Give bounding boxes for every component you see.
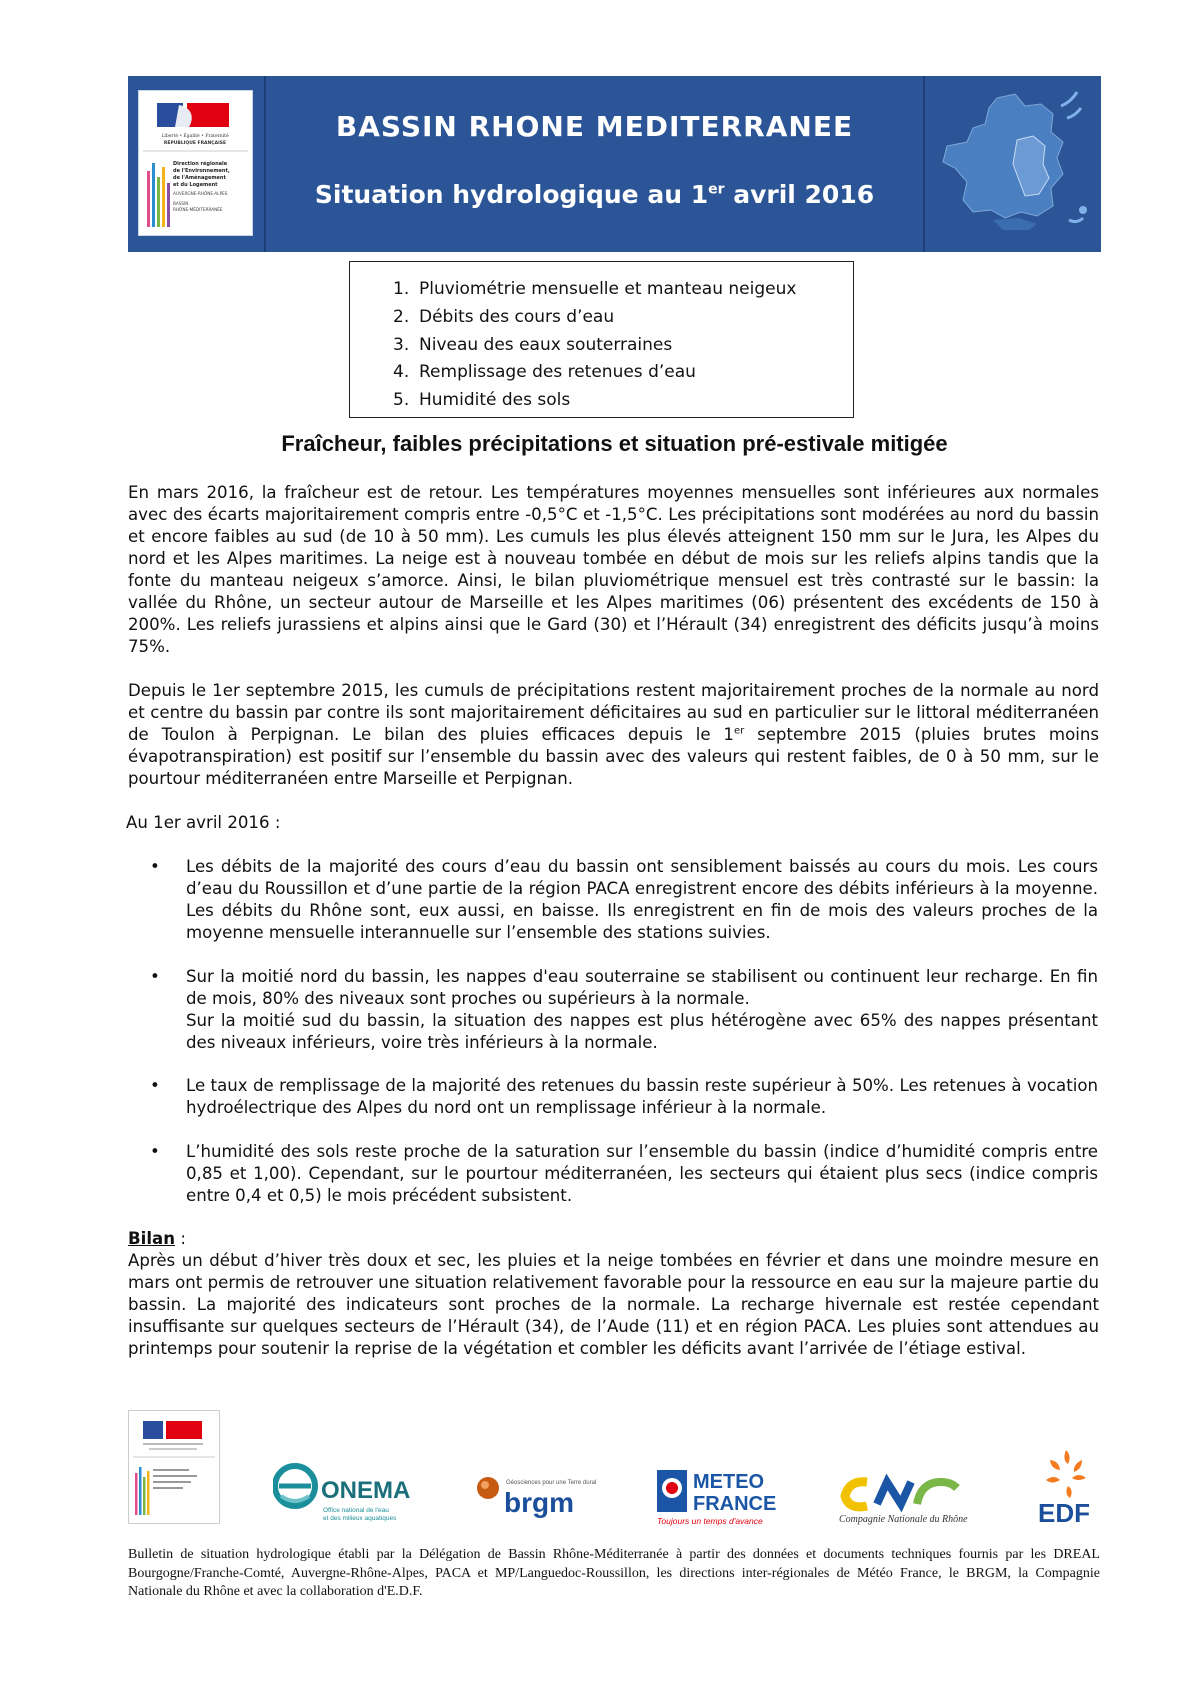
bullet-text: L’humidité des sols reste proche de la saturation sur l’ensemble du bassin (indice d’humidité compris entre 0,85 et 1,00). Cependant, sur le pourtour méditerranéen, les secteurs qui étaient plus secs (indice compris entre 0,4 et 0,5) le mois précédent subsistent. xyxy=(186,1142,1098,1205)
marianne-logo-icon xyxy=(139,91,252,235)
subtitle-superscript: er xyxy=(708,181,725,198)
bullet-text: Les débits de la majorité des cours d’eau du bassin ont sensiblement baissés au cours du mois. Les cours d’eau du Roussillon et d’une partie de la région PACA enregistrent encore des débits inférieurs à la moyenne. Les débits du Rhône sont, eux aussi, en baisse. Ils enregistrent en fin de mois des valeurs proches de la moyenne mensuelle interannuelle sur l’ensemble des stations suivies. xyxy=(186,857,1098,942)
edf-logo xyxy=(1036,1446,1100,1528)
bullet-icon: • xyxy=(150,857,160,876)
headline: Fraîcheur, faibles précipitations et situation pré-estivale mitigée xyxy=(281,431,948,456)
motto-text: Liberté • Égalité • Fraternité xyxy=(161,134,229,139)
toc-number: 2. xyxy=(393,306,410,327)
region-text: AUVERGNE-RHÔNE-ALPES xyxy=(173,191,228,196)
meteo-name-1: METEO xyxy=(693,1471,765,1493)
prefecture-logo-small xyxy=(128,1410,220,1524)
france-basin-map-icon xyxy=(933,84,1093,244)
paragraph-march: En mars 2016, la fraîcheur est de retour. Les températures moyennes mensuelles sont inférieures aux normales avec des écarts majoritairement compris entre -0,5°C et -1,5°C. Les précipitations sont modérées au nord du bassin et encore faibles au sud (de 10 à 50 mm). Les cumuls les plus élevés atteignent 150 mm sur le Jura, les Alpes du nord et les Alpes maritimes. La neige est à nouveau tombée en début de mois sur les reliefs alpins tandis que la fonte du manteau neigeux s’amorce. Ainsi, le bilan pluviométrique mensuel est très contrasté sur le bassin: la vallée du Rhône, un secteur autour de Marseille et les Alpes maritimes (06) présentent des excédents de 150 à 200%. Les reliefs jurassiens et alpins ainsi que le Gard (30) et l’Hérault (34) enregistrent des déficits jusqu’à moins 75%. xyxy=(128,483,1099,656)
toc-label: Pluviométrie mensuelle et manteau neigeux xyxy=(419,279,797,299)
bilan-paragraph: Après un début d’hiver très doux et sec, les pluies et la neige tombées en février et dans une moindre mesure en mars ont permis de retrouver une situation relativement favorable pour la ressource en eau sur la majeure partie du bassin. La majorité des indicateurs sont proches de la normale. La recharge hivernale est restée cependant insuffisante sur quelques secteurs de l’Hérault (34), de l’Aude (11) et en région PACA. Les pluies sont attendues au printemps pour soutenir la reprise de la végétation et combler les déficits avant l’arrivée de l’étiage estival. xyxy=(128,1251,1099,1358)
brgm-tagline: Géosciences pour une Terre durable xyxy=(506,1480,596,1486)
bullet-text-north: Sur la moitié nord du bassin, les nappes d'eau souterraine se stabilisent ou continuent leur recharge. En fin de mois, 80% des niveaux sont proches ou supérieurs à la normale. xyxy=(186,967,1098,1008)
table-of-contents xyxy=(349,261,854,418)
bullet-text xyxy=(186,966,1098,1054)
onema-name: ONEMA xyxy=(321,1477,411,1504)
page-title: BASSIN RHONE MEDITERRANEE xyxy=(335,110,854,143)
bullet-icon: • xyxy=(150,967,160,986)
agency-line-1: Direction régionale xyxy=(173,161,228,167)
bilan-colon: : xyxy=(175,1229,186,1248)
republic-text: RÉPUBLIQUE FRANÇAISE xyxy=(163,141,227,146)
onema-tagline-2: et des milieux aquatiques xyxy=(323,1515,397,1522)
subtitle-text: Situation hydrologique au 1 xyxy=(314,180,709,209)
toc-item xyxy=(393,304,796,332)
toc-number: 3. xyxy=(393,334,410,355)
agency-line-2: de l'Environnement, xyxy=(173,168,230,174)
prefecture-logo xyxy=(138,90,253,236)
basin-line-1: BASSIN xyxy=(173,201,189,206)
meteo-tagline: Toujours un temps d'avance xyxy=(657,1516,763,1526)
toc-label: Humidité des sols xyxy=(419,390,571,411)
paragraph-text: Depuis le 1er septembre 2015, les cumuls de précipitations restent majoritairement proches de la normale au nord et centre du bassin par contre ils sont majoritairement déficitaires au sud en particulier sur le littoral méditerranéen de Toulon à Perpignan. Le bilan des pluies efficaces depuis le 1 xyxy=(128,681,1099,744)
brgm-logo xyxy=(476,1472,596,1528)
subtitle-date: avril 2016 xyxy=(724,180,875,209)
cnr-tagline: Compagnie Nationale du Rhône xyxy=(839,1514,968,1525)
toc-item xyxy=(393,387,796,415)
bullet-text: Le taux de remplissage de la majorité des retenues du bassin reste supérieur à 50%. Les retenues à vocation hydroélectrique des Alpes du nord ont un remplissage inférieur à la normale. xyxy=(186,1076,1098,1117)
bullet-icon: • xyxy=(150,1076,160,1095)
brgm-name: brgm xyxy=(504,1487,574,1518)
toc-label: Débits des cours d’eau xyxy=(419,306,615,327)
toc-label: Remplissage des retenues d’eau xyxy=(419,362,696,383)
bullet-text-south: Sur la moitié sud du bassin, la situation des nappes est plus hétérogène avec 65% des nappes présentant des niveaux inférieurs, voire très inférieurs à la normale. xyxy=(186,1011,1098,1052)
toc-number: 1. xyxy=(393,279,410,299)
page-subtitle xyxy=(268,180,921,209)
bilan-heading xyxy=(128,1228,186,1250)
intro-date: Au 1er avril 2016 : xyxy=(126,813,281,832)
edf-name: EDF xyxy=(1038,1498,1090,1528)
agency-line-3: de l'Aménagement xyxy=(173,175,226,181)
paragraph-since-september xyxy=(128,680,1099,790)
toc-number: 4. xyxy=(393,362,410,383)
header-banner xyxy=(128,76,1101,252)
basin-line-2: RHÔNE-MÉDITERRANÉE xyxy=(173,207,223,212)
toc-label: Niveau des eaux souterraines xyxy=(419,334,673,355)
footer-note: Bulletin de situation hydrologique établi par la Délégation de Bassin Rhône-Méditerranée à partir des données et documents techniques fournis par les DREAL Bourgogne/Franche-Comté, Auvergne-Rhône-Alpes, PACA et MP/Languedoc-Roussillon, les directions inter-régionales de Météo France, le BRGM, la Compagnie Nationale du Rhône et avec la collaboration d'E.D.F. xyxy=(128,1547,1100,1599)
agency-line-4: et du Logement xyxy=(173,182,218,188)
toc-item xyxy=(393,332,796,360)
toc-item xyxy=(393,359,796,387)
meteo-name-2: FRANCE xyxy=(693,1493,777,1515)
toc-number: 5. xyxy=(393,390,410,411)
marianne-logo-icon xyxy=(129,1411,219,1523)
banner-divider-right xyxy=(923,76,925,252)
onema-logo xyxy=(273,1462,431,1528)
superscript: er xyxy=(733,725,745,737)
cnr-logo xyxy=(833,1466,993,1528)
bullet-icon: • xyxy=(150,1142,160,1161)
toc-item xyxy=(393,276,796,304)
onema-tagline-1: Office national de l'eau xyxy=(323,1507,389,1514)
banner-divider-left xyxy=(264,76,266,252)
meteo-france-logo xyxy=(655,1466,779,1530)
bilan-label: Bilan xyxy=(128,1229,176,1248)
paragraph-text: septembre 2015 (pluies brutes moins évapotranspiration) est positif sur l’ensemble du bassin avec des valeurs qui restent faibles, de 0 à 50 mm, sur le pourtour méditerranéen entre Marseille et Perpignan. xyxy=(128,725,1099,788)
